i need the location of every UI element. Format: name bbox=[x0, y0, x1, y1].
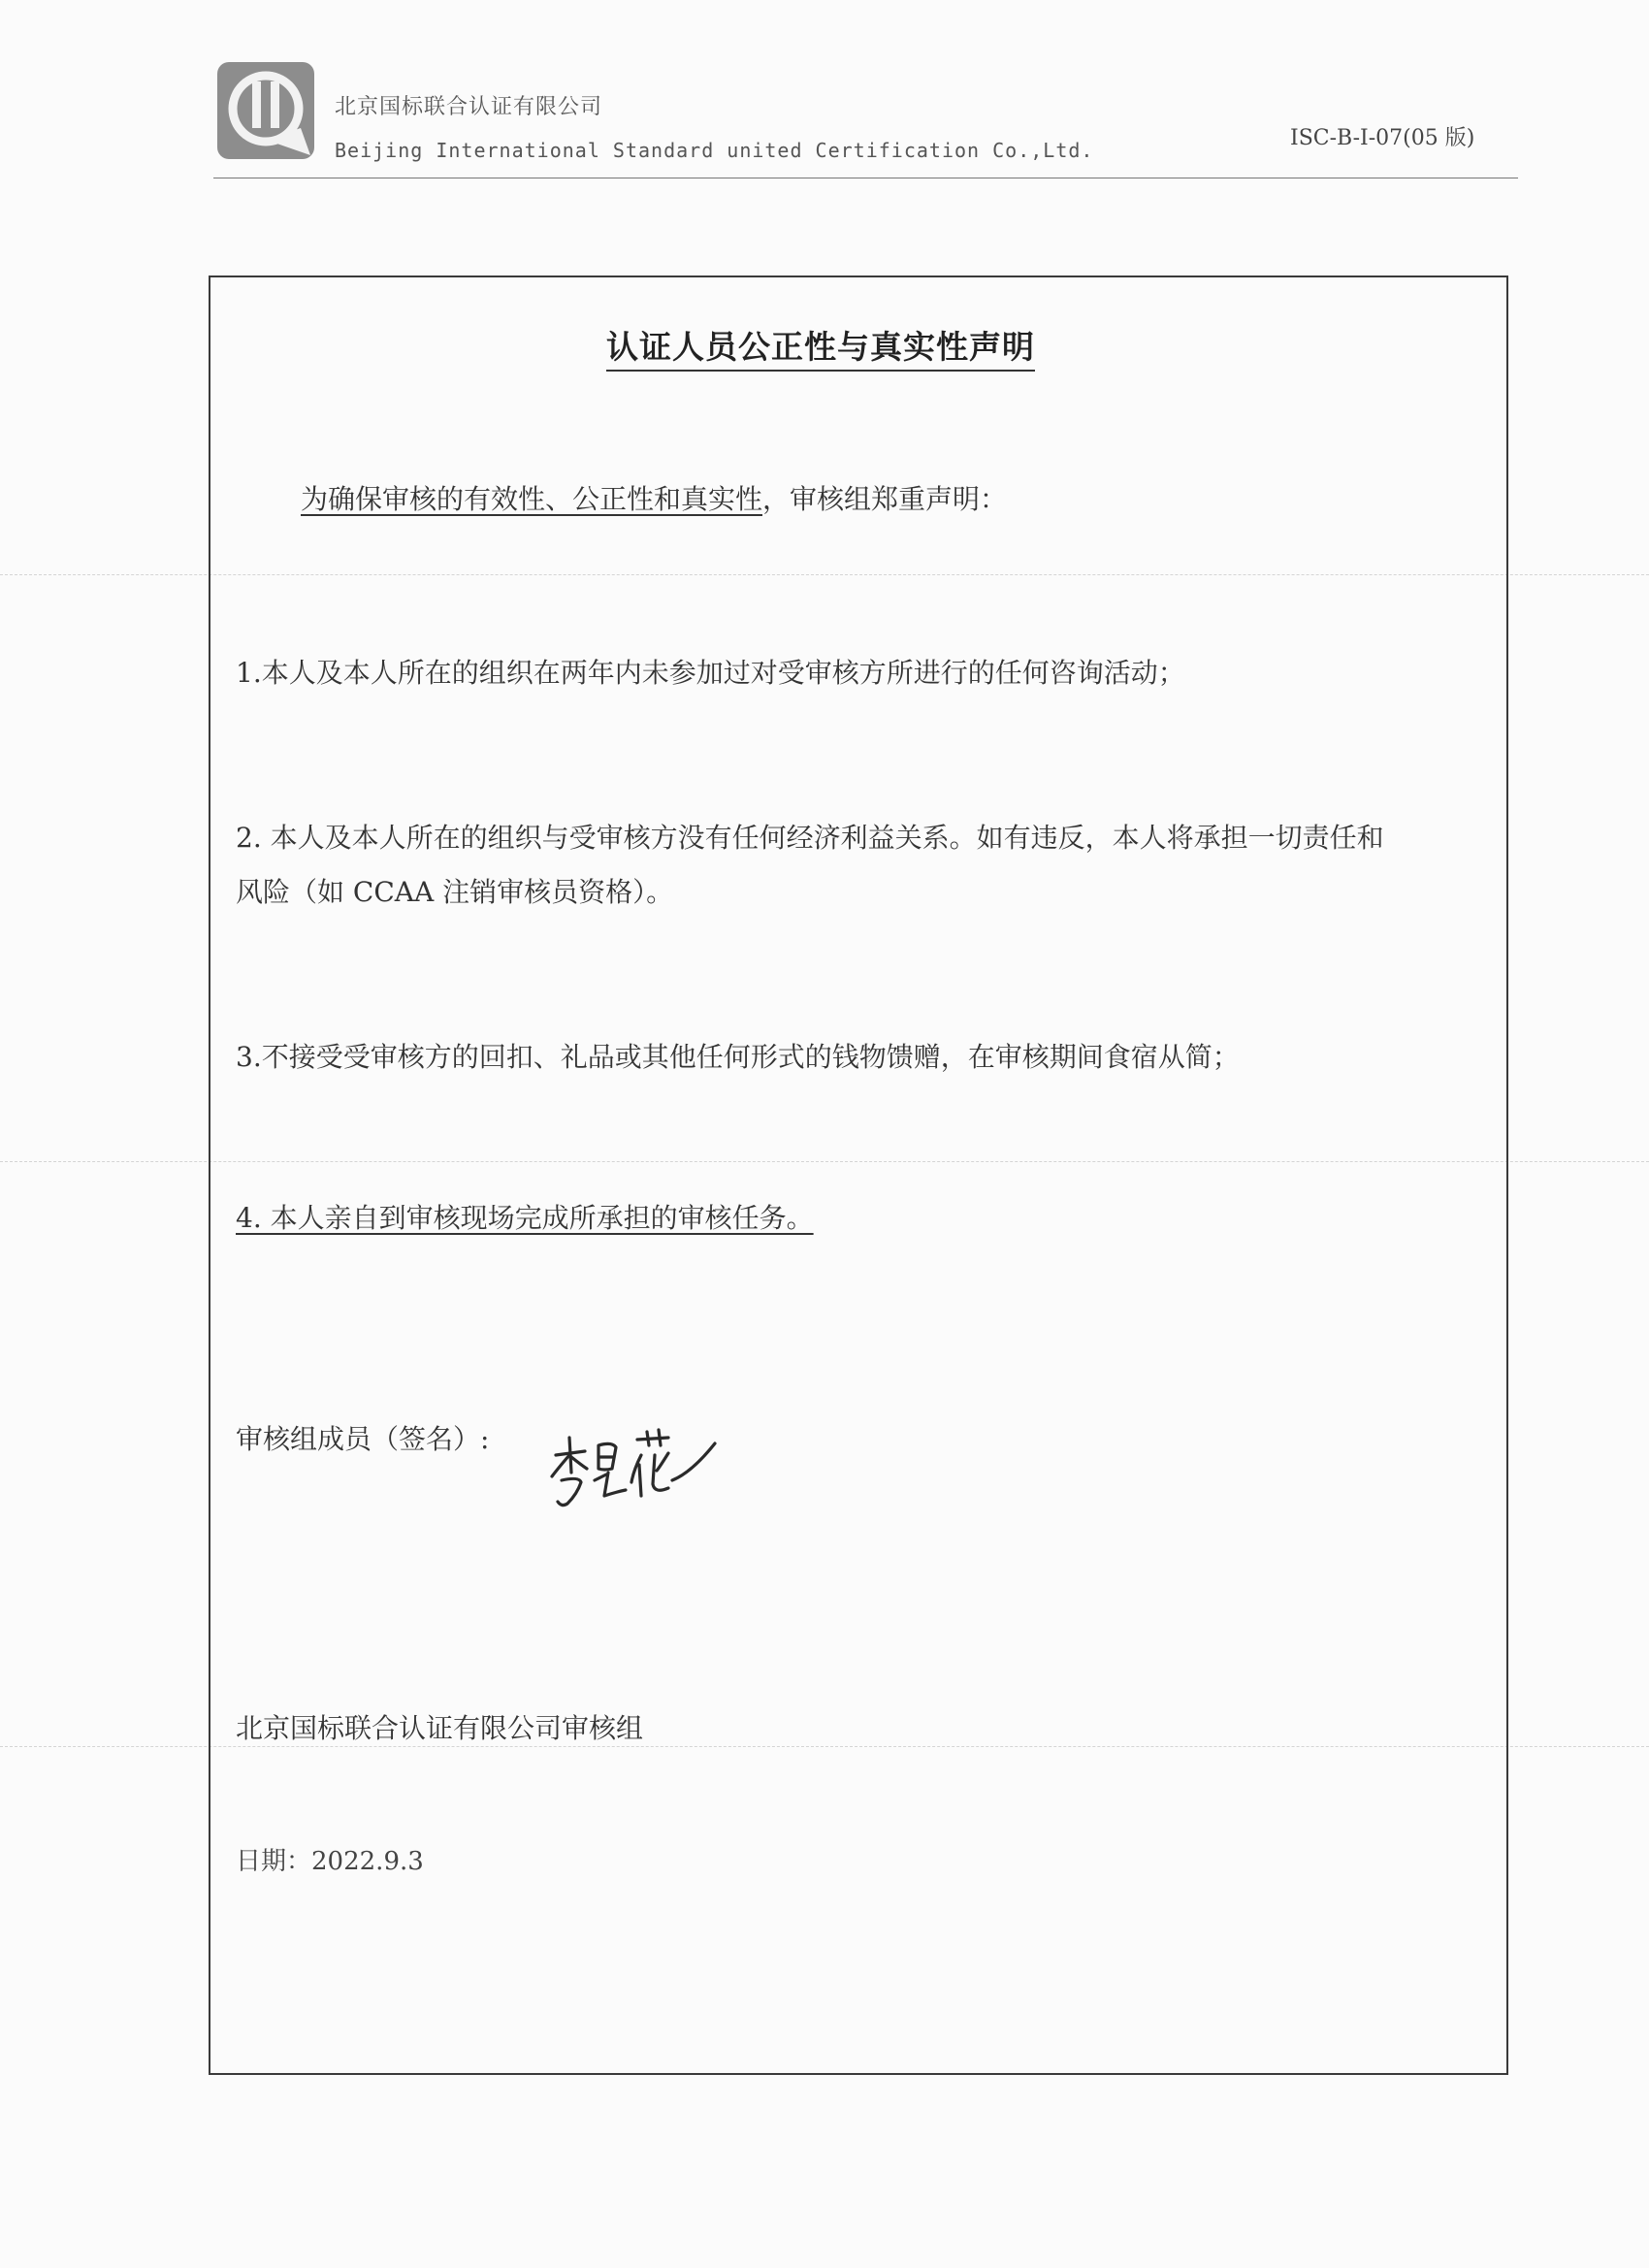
intro-text: ，审核组郑重声明： bbox=[762, 483, 1008, 515]
company-logo-icon bbox=[213, 58, 318, 163]
declaration-item-1: 1.本人及本人所在的组织在两年内未参加过对受审核方所进行的任何咨询活动； bbox=[236, 657, 1185, 689]
declaration-item-3: 3.不接受受审核方的回扣、礼品或其他任何形式的钱物馈赠，在审核期间食宿从简； bbox=[236, 1041, 1240, 1073]
date-line bbox=[236, 1841, 424, 1877]
document-code: ISC-B-I-07(05 版) bbox=[1290, 126, 1475, 150]
intro-underlined-text: 为确保审核的有效性、公正性和真实性 bbox=[301, 483, 763, 515]
document-title: 认证人员公正性与真实性声明 bbox=[606, 322, 1035, 372]
declaration-item-2-continued: 风险（如 CCAA 注销审核员资格）。 bbox=[236, 876, 674, 908]
declaration-item-4: 4. 本人亲自到审核现场完成所承担的审核任务。 bbox=[236, 1202, 814, 1234]
company-name-cn: 北京国标联合认证有限公司 bbox=[335, 95, 603, 119]
date-label: 日期： bbox=[236, 1847, 312, 1876]
handwritten-signature bbox=[548, 1426, 718, 1513]
declaration-item-2: 2. 本人及本人所在的组织与受审核方没有任何经济利益关系。如有违反，本人将承担一切责任和 bbox=[236, 822, 1384, 854]
auditing-team-org: 北京国标联合认证有限公司审核组 bbox=[236, 1712, 644, 1744]
company-name-en: Beijing International Standard united Certification Co.,Ltd. bbox=[335, 139, 1094, 162]
signature-label: 审核组成员（签名）: bbox=[236, 1423, 490, 1455]
intro-paragraph bbox=[301, 478, 1007, 517]
date-value: 2022.9.3 bbox=[311, 1847, 424, 1876]
declaration-frame bbox=[209, 275, 1508, 2075]
